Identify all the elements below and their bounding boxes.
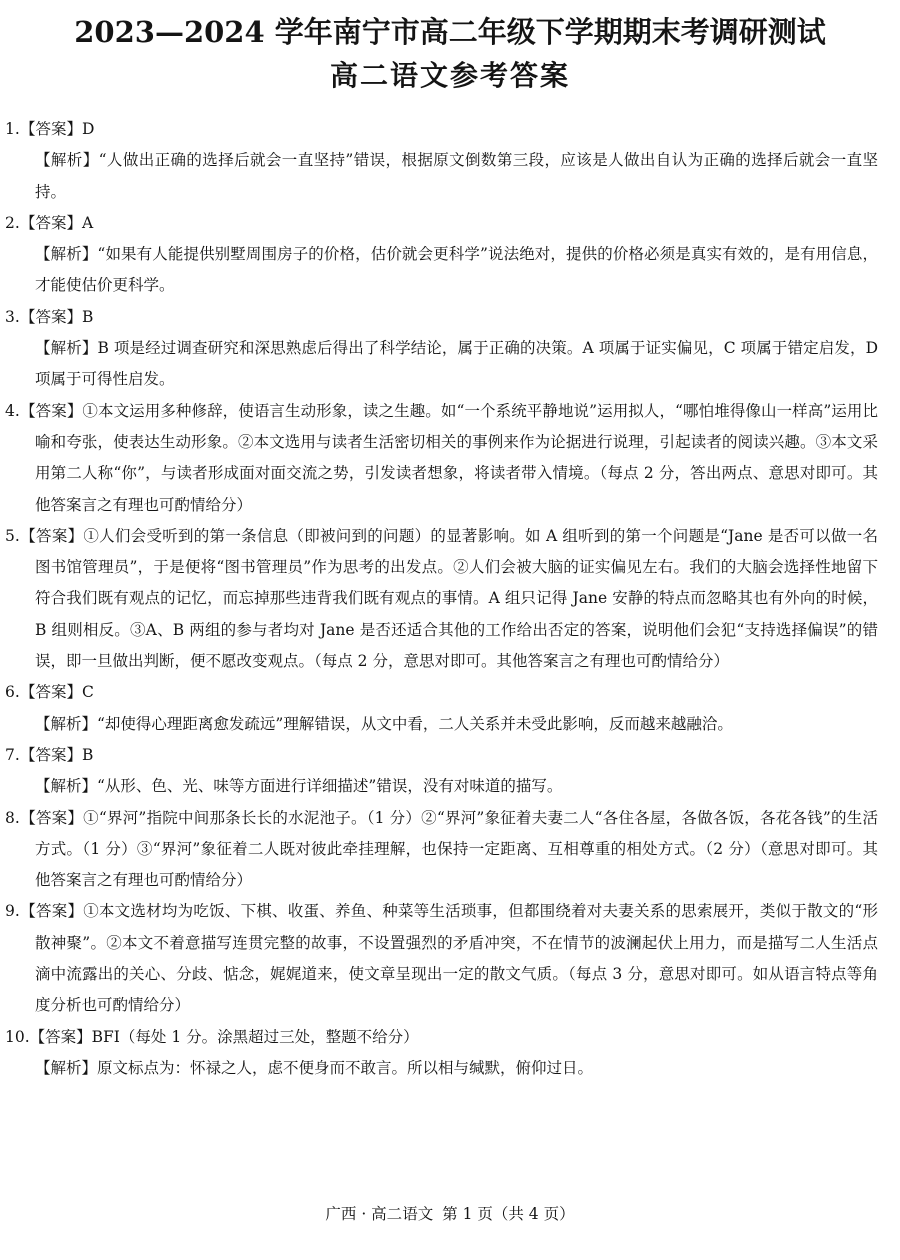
- item-answer: 【答案】B: [20, 745, 94, 764]
- page-footer: [0, 1202, 900, 1226]
- item-analysis: 【解析】原文标点为：怀禄之人，虑不便身而不敢言。所以相与缄默，俯仰过日。: [35, 1058, 594, 1077]
- answer-item-4: 4.【答案】①本文运用多种修辞，使语言生动形象，读之生趣。如“一个系统平静地说”运用拟人，“哪怕堆得像山一样高”运用比喻和夸张，使表达生动形象。②本文选用与读者生活密切相关的事例来作为论据进行说理，引起读者的阅读兴趣。③本文采用第二人称“你”，与读者形成面对面交流之势，引发读者想象，将读者带入情境。（每点 2 分，答出两点、意思对即可。其他答案言之有理也可酌情给分）: [5, 401, 878, 514]
- answer-item-3: 3.【答案】B 【解析】B 项是经过调查研究和深思熟虑后得出了科学结论，属于正确的决策。A 项属于证实偏见，C 项属于错定启发，D 项属于可得性启发。: [20, 302, 878, 396]
- item-analysis: 【解析】“却使得心理距离愈发疏远”理解错误，从文中看，二人关系并未受此影响，反而越来越融洽。: [35, 714, 733, 733]
- item-analysis: 【解析】“如果有人能提供别墅周围房子的价格，估价就会更科学”说法绝对，提供的价格必须是真实有效的，是有用信息，才能使估价更科学。: [35, 245, 878, 295]
- item-analysis: 【解析】“从形、色、光、味等方面进行详细描述”错误，没有对味道的描写。: [35, 777, 563, 796]
- item-answer: 【答案】①“界河”指院中间那条长长的水泥池子。（1 分）②“界河”象征着夫妻二人“各住各屋，各做各饭，各花各钱”的生活方式。（1 分）③“界河”象征着二人既对彼此牵挂理解，也保持一定距离、互相尊重的相处方式。（2 分）（意思对即可。其他答案言之有理也可酌情给分）: [20, 808, 878, 890]
- item-answer: 【答案】BFI（每处 1 分。涂黑超过三处，整题不给分）: [29, 1027, 419, 1046]
- item-answer: 【答案】D: [20, 120, 95, 138]
- item-analysis: 【解析】“人做出正确的选择后就会一直坚持”错误，根据原文倒数第三段，应该是人做出自认为正确的选择后就会一直坚持。: [35, 151, 878, 201]
- item-answer: 【答案】A: [20, 213, 94, 232]
- footer-region: 广西 · 高二语文: [325, 1205, 434, 1223]
- page-title: 2023—2024 学年南宁市高二年级下学期期末考调研测试: [74, 15, 826, 49]
- answer-item-2: 2.【答案】A 【解析】“如果有人能提供别墅周围房子的价格，估价就会更科学”说法绝对，提供的价格必须是真实有效的，是有用信息，才能使估价更科学。: [20, 208, 878, 302]
- answer-item-6: 6.【答案】C 【解析】“却使得心理距离愈发疏远”理解错误，从文中看，二人关系并未受此影响，反而越来越融洽。: [20, 677, 878, 740]
- item-answer: 【答案】B: [20, 307, 94, 326]
- item-number: 10.: [5, 1027, 30, 1046]
- answer-list: [5, 114, 878, 1084]
- answer-item-8: 8.【答案】①“界河”指院中间那条长长的水泥池子。（1 分）②“界河”象征着夫妻二人“各住各屋，各做各饭，各花各钱”的生活方式。（1 分）③“界河”象征着二人既对彼此牵挂理解，也保持一定距离、互相尊重的相处方式。（2 分）（意思对即可。其他答案言之有理也可酌情给分）: [5, 808, 878, 890]
- item-answer: 【答案】①本文选材均为吃饭、下棋、收蛋、养鱼、种菜等生活琐事，但都围绕着对夫妻关系的思索展开，类似于散文的“形散神聚”。②本文不着意描写连贯完整的故事，不设置强烈的矛盾冲突，不在情节的波澜起伏上用力，而是描写二人生活点滴中流露出的关心、分歧、惦念，娓娓道来，使文章呈现出一定的散文气质。（每点 3 分，意思对即可。如从语言特点等角度分析也可酌情给分）: [20, 902, 878, 1015]
- footer-page-number: 第 1 页（共 4 页）: [442, 1205, 575, 1223]
- item-answer: 【答案】①本文运用多种修辞，使语言生动形象，读之生趣。如“一个系统平静地说”运用拟人，“哪怕堆得像山一样高”运用比喻和夸张，使表达生动形象。②本文选用与读者生活密切相关的事例来作为论据进行说理，引起读者的阅读兴趣。③本文采用第二人称“你”，与读者形成面对面交流之势，引发读者想象，将读者带入情境。（每点 2 分，答出两点、意思对即可。其他答案言之有理也可酌情给分）: [20, 401, 878, 514]
- item-analysis: 【解析】B 项是经过调查研究和深思熟虑后得出了科学结论，属于正确的决策。A 项属于证实偏见，C 项属于错定启发，D 项属于可得性启发。: [35, 339, 878, 389]
- page-subtitle: 高二语文参考答案: [329, 59, 570, 92]
- item-answer: 【答案】C: [20, 683, 94, 702]
- answer-item-5: 5.【答案】①人们会受听到的第一条信息（即被问到的问题）的显著影响。如 A 组听到的第一个问题是“Jane 是否可以做一名图书馆管理员”，于是便将“图书管理员”作为思考的出发点。②人们会被大脑的证实偏见左右。我们的大脑会选择性地留下符合我们既有观点的记忆，而忘掉那些违背我们既有观点的事情。A 组只记得 Jane 安静的特点而忽略其也有外向的时候，B 组则相反。③A、B 两组的参与者均对 Jane 是否还适合其他的工作给出否定的答案，说明他们会犯“支持选择偏误”的错误，即一旦做出判断，便不愿改变观点。（每点 2 分，意思对即可。其他答案言之有理也可酌情给分）: [5, 526, 878, 671]
- answer-item-9: 9.【答案】①本文选材均为吃饭、下棋、收蛋、养鱼、种菜等生活琐事，但都围绕着对夫妻关系的思索展开，类似于散文的“形散神聚”。②本文不着意描写连贯完整的故事，不设置强烈的矛盾冲突，不在情节的波澜起伏上用力，而是描写二人生活点滴中流露出的关心、分歧、惦念，娓娓道来，使文章呈现出一定的散文气质。（每点 3 分，意思对即可。如从语言特点等角度分析也可酌情给分）: [5, 902, 878, 1015]
- answer-item-1: 1.【答案】D 【解析】“人做出正确的选择后就会一直坚持”错误，根据原文倒数第三段，应该是人做出自认为正确的选择后就会一直坚持。: [20, 114, 878, 208]
- answer-item-7: 7.【答案】B 【解析】“从形、色、光、味等方面进行详细描述”错误，没有对味道的描写。: [20, 740, 878, 803]
- item-answer: 【答案】①人们会受听到的第一条信息（即被问到的问题）的显著影响。如 A 组听到的第一个问题是“Jane 是否可以做一名图书馆管理员”，于是便将“图书管理员”作为思考的出发点。②人们会被大脑的证实偏见左右。我们的大脑会选择性地留下符合我们既有观点的记忆，而忘掉那些违背我们既有观点的事情。A 组只记得 Jane 安静的特点而忽略其也有外向的时候，B 组则相反。③A、B 两组的参与者均对 Jane 是否还适合其他的工作给出否定的答案，说明他们会犯“支持选择偏误”的错误，即一旦做出判断，便不愿改变观点。（每点 2 分，意思对即可。其他答案言之有理也可酌情给分）: [20, 526, 878, 671]
- answer-item-10: [5, 1022, 878, 1085]
